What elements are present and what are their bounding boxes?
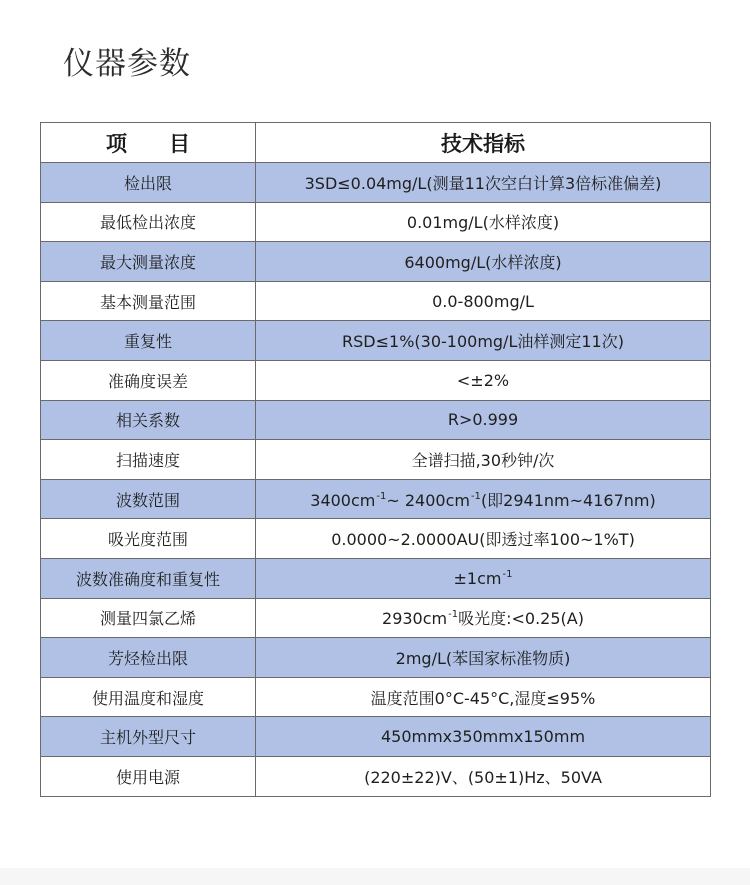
spec-text: (即2941nm~4167nm) [480, 490, 656, 510]
table-row [41, 756, 711, 796]
row-item-cell: 波数准确度和重复性 [41, 558, 256, 598]
row-item-cell: 测量四氯乙烯 [41, 598, 256, 638]
row-spec-cell: 6400mg/L(水样浓度) [256, 242, 711, 282]
table-row [41, 479, 711, 519]
row-item-cell: 最大测量浓度 [41, 242, 256, 282]
table-row [41, 400, 711, 440]
table-row [41, 281, 711, 321]
table-row [41, 360, 711, 400]
spec-text: ~ 2400cm [386, 490, 470, 510]
row-spec-cell: (220±22)V、(50±1)Hz、50VA [256, 756, 711, 796]
row-spec-cell: 2mg/L(苯国家标准物质) [256, 638, 711, 678]
row-item-cell: 准确度误差 [41, 360, 256, 400]
spec-text: 2930cm [382, 609, 448, 629]
row-item-cell: 检出限 [41, 163, 256, 203]
row-spec-cell: 0.01mg/L(水样浓度) [256, 202, 711, 242]
table-row [41, 163, 711, 203]
row-spec-cell: 450mmx350mmx150mm [256, 717, 711, 757]
table-row [41, 638, 711, 678]
page-title: 仪器参数 [63, 46, 191, 82]
row-spec-cell: 3SD≤0.04mg/L(测量11次空白计算3倍标准偏差) [256, 163, 711, 203]
superscript: -1 [470, 490, 481, 502]
table-row [41, 440, 711, 480]
table-row [41, 677, 711, 717]
table-row [41, 242, 711, 282]
row-spec-cell: 0.0-800mg/L [256, 281, 711, 321]
row-spec-cell [256, 479, 711, 519]
row-item-cell: 使用温度和湿度 [41, 677, 256, 717]
header-spec: 技术指标 [256, 123, 711, 163]
row-item-cell: 扫描速度 [41, 440, 256, 480]
row-item-cell: 主机外型尺寸 [41, 717, 256, 757]
superscript: -1 [502, 568, 513, 580]
table-row [41, 717, 711, 757]
superscript: -1 [448, 609, 459, 621]
superscript: -1 [376, 490, 387, 502]
row-item-cell: 波数范围 [41, 479, 256, 519]
row-item-cell: 使用电源 [41, 756, 256, 796]
row-spec-cell: R>0.999 [256, 400, 711, 440]
spec-text: 3400cm [310, 490, 376, 510]
row-spec-cell: 0.0000~2.0000AU(即透过率100~1%T) [256, 519, 711, 559]
row-item-cell: 芳烃检出限 [41, 638, 256, 678]
row-spec-cell: 全谱扫描,30秒钟/次 [256, 440, 711, 480]
table-row [41, 519, 711, 559]
row-item-cell: 吸光度范围 [41, 519, 256, 559]
table-row [41, 598, 711, 638]
row-item-cell: 相关系数 [41, 400, 256, 440]
table-row [41, 558, 711, 598]
table-row [41, 321, 711, 361]
footer-strip [0, 868, 750, 885]
table-row [41, 202, 711, 242]
spec-table [40, 122, 711, 797]
table-header-row [41, 123, 711, 163]
row-item-cell: 最低检出浓度 [41, 202, 256, 242]
row-item-cell: 基本测量范围 [41, 281, 256, 321]
row-spec-cell: <±2% [256, 360, 711, 400]
row-spec-cell: 温度范围0°C-45°C,湿度≤95% [256, 677, 711, 717]
row-spec-cell: RSD≤1%(30-100mg/L油样测定11次) [256, 321, 711, 361]
spec-text: 吸光度:<0.25(A) [458, 609, 584, 629]
row-item-cell: 重复性 [41, 321, 256, 361]
row-spec-cell [256, 598, 711, 638]
spec-text: ±1cm [453, 568, 502, 588]
header-item: 项 目 [41, 123, 256, 163]
row-spec-cell [256, 558, 711, 598]
